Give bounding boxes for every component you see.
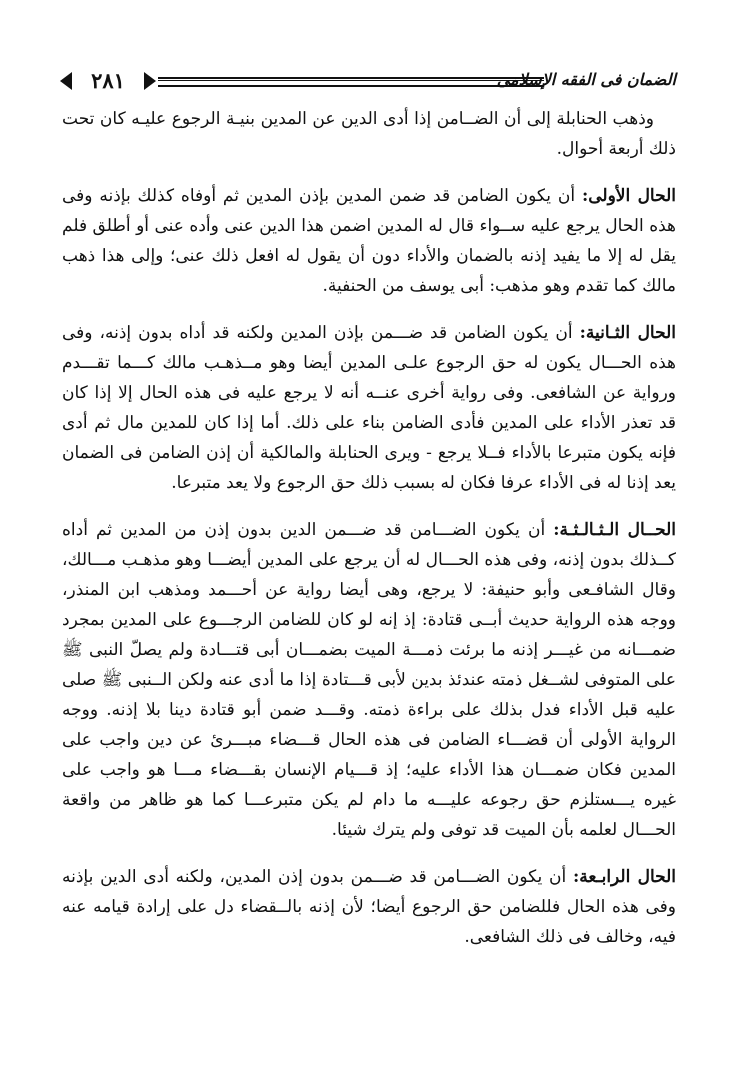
case-label: الحال الثـانية: xyxy=(579,323,676,343)
case-text: أن يكون الضامن قد ضمن المدين بإذن المدين ثم أوفاه كذلك بإذنه وفى هذه الحال يرجع عليه ســواء قال له المدين اضمن هذا الدين عنى وأده عنى أو أطلق فلم يقل له إلا ما يفيد إذنه بالضمان والأداء دون أن يقول له افعل ذلك عنى؛ وإلى هذا ذهب مالك كما تقدم وهو مذهب: أبى يوسف من الحنفية. xyxy=(62,186,676,296)
case-paragraph-4 xyxy=(62,855,676,952)
case-label: الحال الأولى: xyxy=(581,186,676,206)
header-rule xyxy=(158,77,544,87)
case-text: أن يكون الضامن قد ضـــمن بإذن المدين ولكنه قد أداه بدون إذنه، وفى هذه الحـــال يكون له حق الرجوع علـى المدين أيضا وهو مــذهـب مالك كـــما تقـــدم ورواية عن الشافعى. وفى رواية أخرى عنــه أنه لا يرجع عليه فى هذه الحال إلا إذا كان قد تعذر الأداء على المدين فأدى الضامن بناء على ذلك. أما إذا كان للمدين مال ثم أدى فإنه يكون متبرعا بالأداء فــلا يرجع - ويرى الحنابلة والمالكية أن إذن الضامن فى الضمان يعد إذنا له فى الأداء عرفا فكان له بسبب ذلك حق الرجوع ولا يعد متبرعا. xyxy=(62,323,676,493)
case-paragraph-2 xyxy=(62,311,676,498)
intro-paragraph: وذهب الحنابلة إلى أن الضــامن إذا أدى الدين عن المدين بنيـة الرجوع عليـه كان تحت ذلك أربعة أحوال. xyxy=(62,109,676,159)
page-body xyxy=(62,104,676,962)
case-paragraph-1 xyxy=(62,174,676,301)
page-number: ٢٨١ xyxy=(62,66,154,96)
running-title: الضمان فى الفقه الإسلامى xyxy=(496,70,676,89)
case-paragraph-3 xyxy=(62,508,676,845)
case-text: أن يكون الضـــامن قد ضـــمن الدين بدون إذن من المدين ثم أداه كــذلك بدون إذنه، وفى هذه الحـــال له أن يرجع على المدين أيضـــا وهو مذهـب مـــالك، وقال الشافـعى وأبو حنيفة: لا يرجع، وهى أيضا رواية عن أحـــمد ومذهب ابن المنذر، ووجه هذه الرواية حديث أبــى قتادة: إذ إنه لو كان للضامن الرجـــوع على المدين بمجرد ضمـــانه من غيـــر إذنه ما برئت ذمـــة الميت بضمـــان أبى قتـــادة ولم يصلّ النبى ﷺ على المتوفى لشــغل ذمته عندئذ بدين لأبى قـــتادة إذا ما أدى عنه ولكن الــنبى ﷺ صلى عليه قبل الأداء فدل بذلك على براءة ذمته. وقـــد ضمن أبو قتادة دينا بلا إذنه. ووجه الرواية الأولى أن قضـــاء الضامن فى هذه الحال قـــضاء مبـــرئ عن دين واجب على المدين فكان ضمـــان هذا الأداء عليه؛ إذ قـــيام الإنسان بقـــضاء مـــا هو واجب على غيره يـــستلزم حق رجوعه عليـــه ما دام لم يكن متبرعـــا كما هو ظاهر من واقعة الحـــال لعلمه بأن الميت قد توفى ولم يترك شيئا. xyxy=(62,520,676,840)
case-label: الحــال الـثـالـثـة: xyxy=(553,520,676,540)
page-header xyxy=(62,64,676,100)
case-text: أن يكون الضـــامن قد ضـــمن بدون إذن المدين، ولكنه أدى الدين بإذنه وفى هذه الحال فللضامن حق الرجوع أيضا؛ لأن إذنه بالــقضاء دل على إرادة قيامه عنه فيه، وخالف فى ذلك الشافعى. xyxy=(62,867,676,947)
case-label: الحال الرابـعة: xyxy=(573,867,676,887)
